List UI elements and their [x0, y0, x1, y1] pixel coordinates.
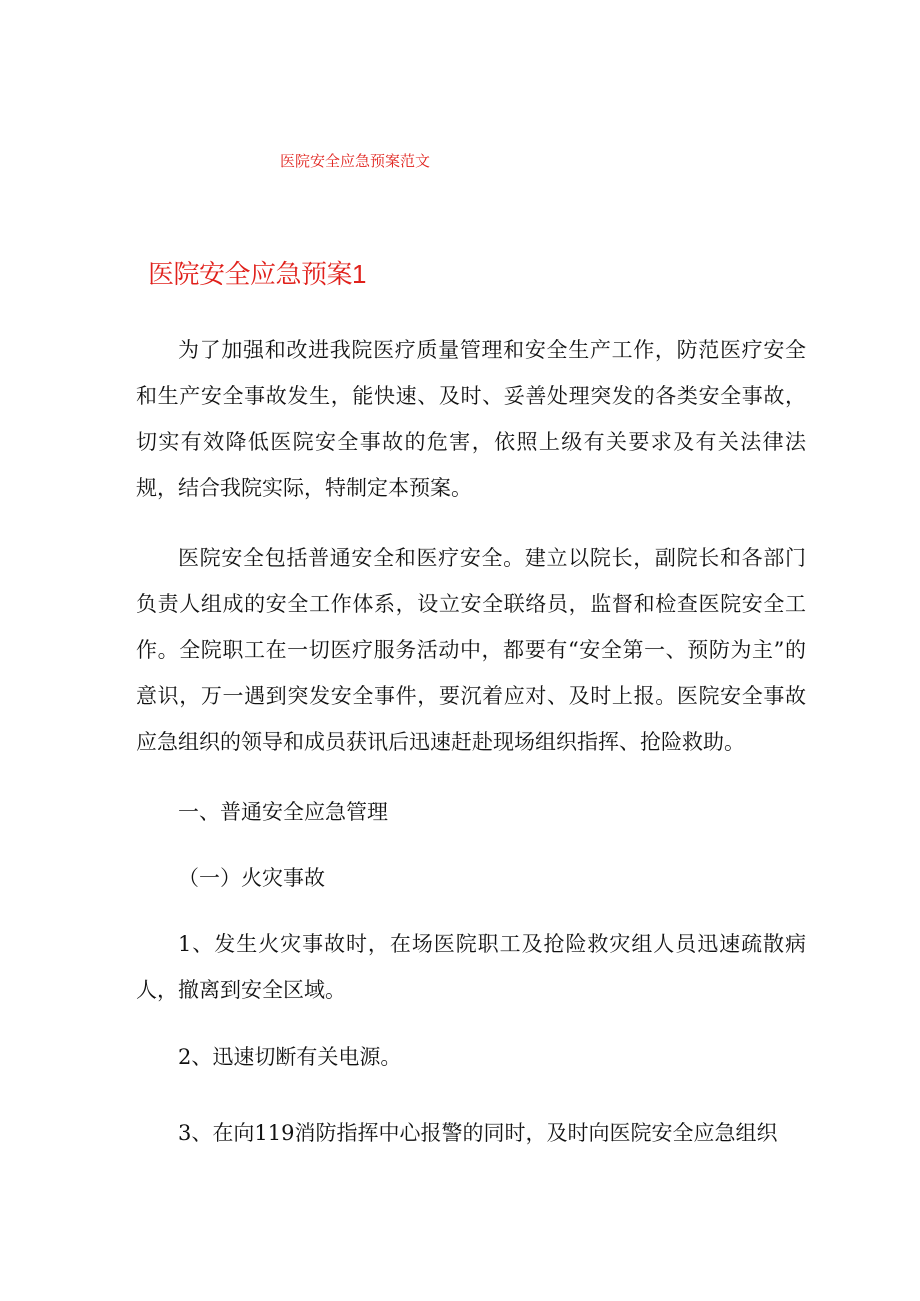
document-header: 医院安全应急预案范文: [280, 153, 431, 170]
paragraph-intro: 为了加强和改进我院医疗质量管理和安全生产工作，防范医疗安全和生产安全事故发生，能快速、及时、妥善处理突发的各类安全事故，切实有效降低医院安全事故的危害，依照上级有关要求及有关法律法规，结合我院实际，特制定本预案。: [136, 338, 806, 500]
heading-fire-accident: （一）火灾事故: [178, 866, 325, 890]
heading-general-safety: 一、普通安全应急管理: [178, 800, 388, 824]
paragraph-item-2: 2、迅速切断有关电源。: [178, 1045, 402, 1069]
paragraph-safety-system: 医院安全包括普通安全和医疗安全。建立以院长，副院长和各部门负责人组成的安全工作体系，设立安全联络员，监督和检查医院安全工作。全院职工在一切医疗服务活动中，都要有“安全第一、预防为主”的意识，万一遇到突发安全事件，要沉着应对、及时上报。医院安全事故应急组织的领导和成员获讯后迅速赶赴现场组织指挥、抢险救助。: [136, 546, 806, 754]
section-title: 医院安全应急预案1: [148, 259, 366, 289]
paragraph-item-3: 3、在向119消防指挥中心报警的同时，及时向医院安全应急组织: [178, 1121, 778, 1145]
paragraph-item-1: 1、发生火灾事故时，在场医院职工及抢险救灾组人员迅速疏散病人，撤离到安全区域。: [136, 932, 806, 1002]
